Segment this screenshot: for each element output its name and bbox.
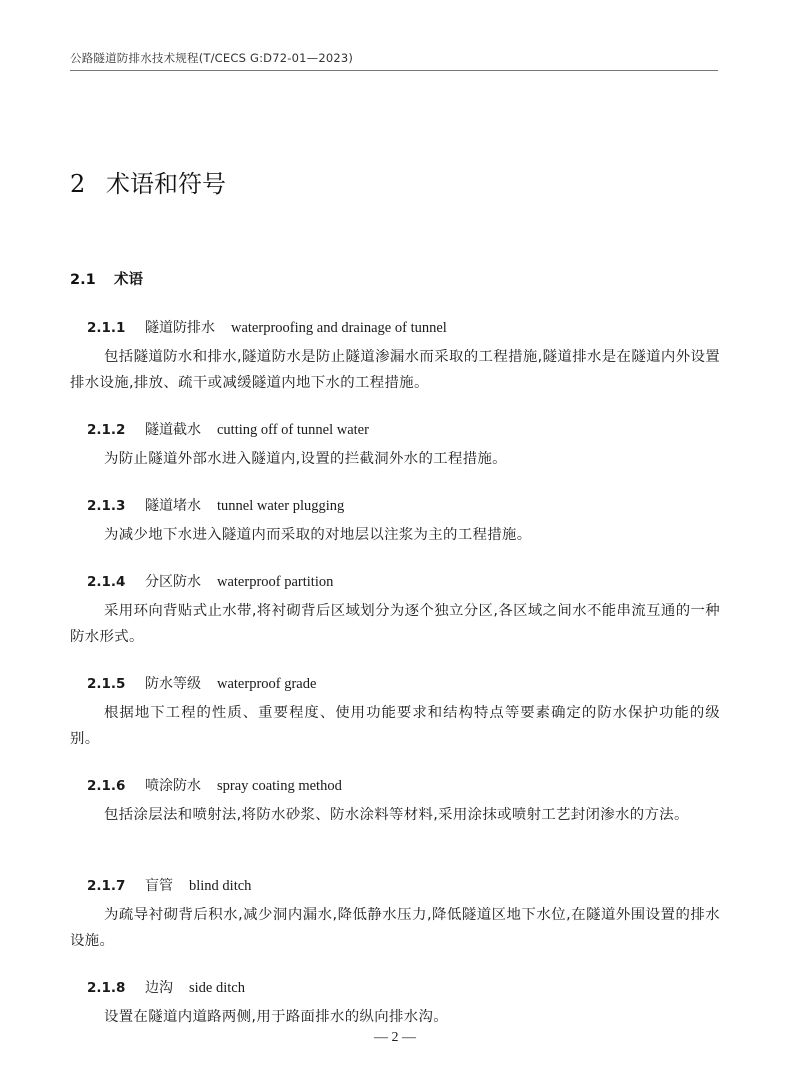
term-number: 2.1.5 xyxy=(87,676,126,692)
term-definition: 为防止隧道外部水进入隧道内,设置的拦截洞外水的工程措施。 xyxy=(104,451,507,467)
term-chinese: 防水等级 xyxy=(145,676,201,692)
running-header: 公路隧道防排水技术规程(T/CECS G:D72-01—2023) xyxy=(70,51,354,65)
section-title: 术语 xyxy=(114,272,143,288)
term-number: 2.1.7 xyxy=(87,878,126,894)
term-chinese: 隧道截水 xyxy=(145,422,201,438)
term-english: blind ditch xyxy=(189,878,252,894)
term-entry xyxy=(70,420,720,472)
header-rule xyxy=(70,70,718,71)
page-number: — 2 — xyxy=(374,1030,416,1045)
chapter-number: 2 xyxy=(70,170,86,198)
term-entry xyxy=(70,876,720,954)
term-heading xyxy=(70,420,720,440)
term-definition: 为疏导衬砌背后积水,减少洞内漏水,降低静水压力,降低隧道区地下水位,在隧道外围设置的排水设施。 xyxy=(70,907,720,949)
term-entry xyxy=(70,496,720,548)
term-number: 2.1.4 xyxy=(87,574,126,590)
term-number: 2.1.2 xyxy=(87,422,126,438)
chapter-heading xyxy=(70,164,226,199)
term-chinese: 分区防水 xyxy=(145,574,201,590)
term-heading xyxy=(70,876,720,896)
term-definition: 包括隧道防水和排水,隧道防水是防止隧道渗漏水而采取的工程措施,隧道排水是在隧道内外设置排水设施,排放、疏干或减缓隧道内地下水的工程措施。 xyxy=(70,349,720,391)
term-chinese: 喷涂防水 xyxy=(145,778,201,794)
term-definition: 根据地下工程的性质、重要程度、使用功能要求和结构特点等要素确定的防水保护功能的级别。 xyxy=(70,705,720,747)
term-definition: 采用环向背贴式止水带,将衬砌背后区域划分为逐个独立分区,各区域之间水不能串流互通的一种防水形式。 xyxy=(70,603,720,645)
term-english: waterproof grade xyxy=(217,676,317,692)
term-english: spray coating method xyxy=(217,778,342,794)
term-definition: 设置在隧道内道路两侧,用于路面排水的纵向排水沟。 xyxy=(104,1009,448,1025)
term-heading xyxy=(70,674,720,694)
term-entry xyxy=(70,978,720,1030)
term-number: 2.1.8 xyxy=(87,980,126,996)
term-english: tunnel water plugging xyxy=(217,498,345,514)
term-heading xyxy=(70,978,720,998)
term-english: cutting off of tunnel water xyxy=(217,422,369,438)
term-entry xyxy=(70,776,720,828)
term-entry xyxy=(70,572,720,650)
section-number: 2.1 xyxy=(70,272,96,288)
term-chinese: 盲管 xyxy=(145,878,173,894)
term-number: 2.1.1 xyxy=(87,320,126,336)
chapter-title: 术语和符号 xyxy=(106,170,226,198)
term-entry xyxy=(70,318,720,396)
term-entry xyxy=(70,674,720,752)
term-heading xyxy=(70,572,720,592)
term-number: 2.1.6 xyxy=(87,778,126,794)
term-chinese: 边沟 xyxy=(145,980,173,996)
term-number: 2.1.3 xyxy=(87,498,126,514)
term-heading xyxy=(70,776,720,796)
term-chinese: 隧道堵水 xyxy=(145,498,201,514)
section-heading xyxy=(70,268,143,289)
term-english: waterproof partition xyxy=(217,574,334,590)
term-english: waterproofing and drainage of tunnel xyxy=(231,320,447,336)
term-chinese: 隧道防排水 xyxy=(145,320,215,336)
term-definition: 为减少地下水进入隧道内而采取的对地层以注浆为主的工程措施。 xyxy=(104,527,532,543)
term-english: side ditch xyxy=(189,980,245,996)
term-heading xyxy=(70,318,720,338)
term-definition: 包括涂层法和喷射法,将防水砂浆、防水涂料等材料,采用涂抹或喷射工艺封闭渗水的方法。 xyxy=(104,807,689,823)
term-heading xyxy=(70,496,720,516)
